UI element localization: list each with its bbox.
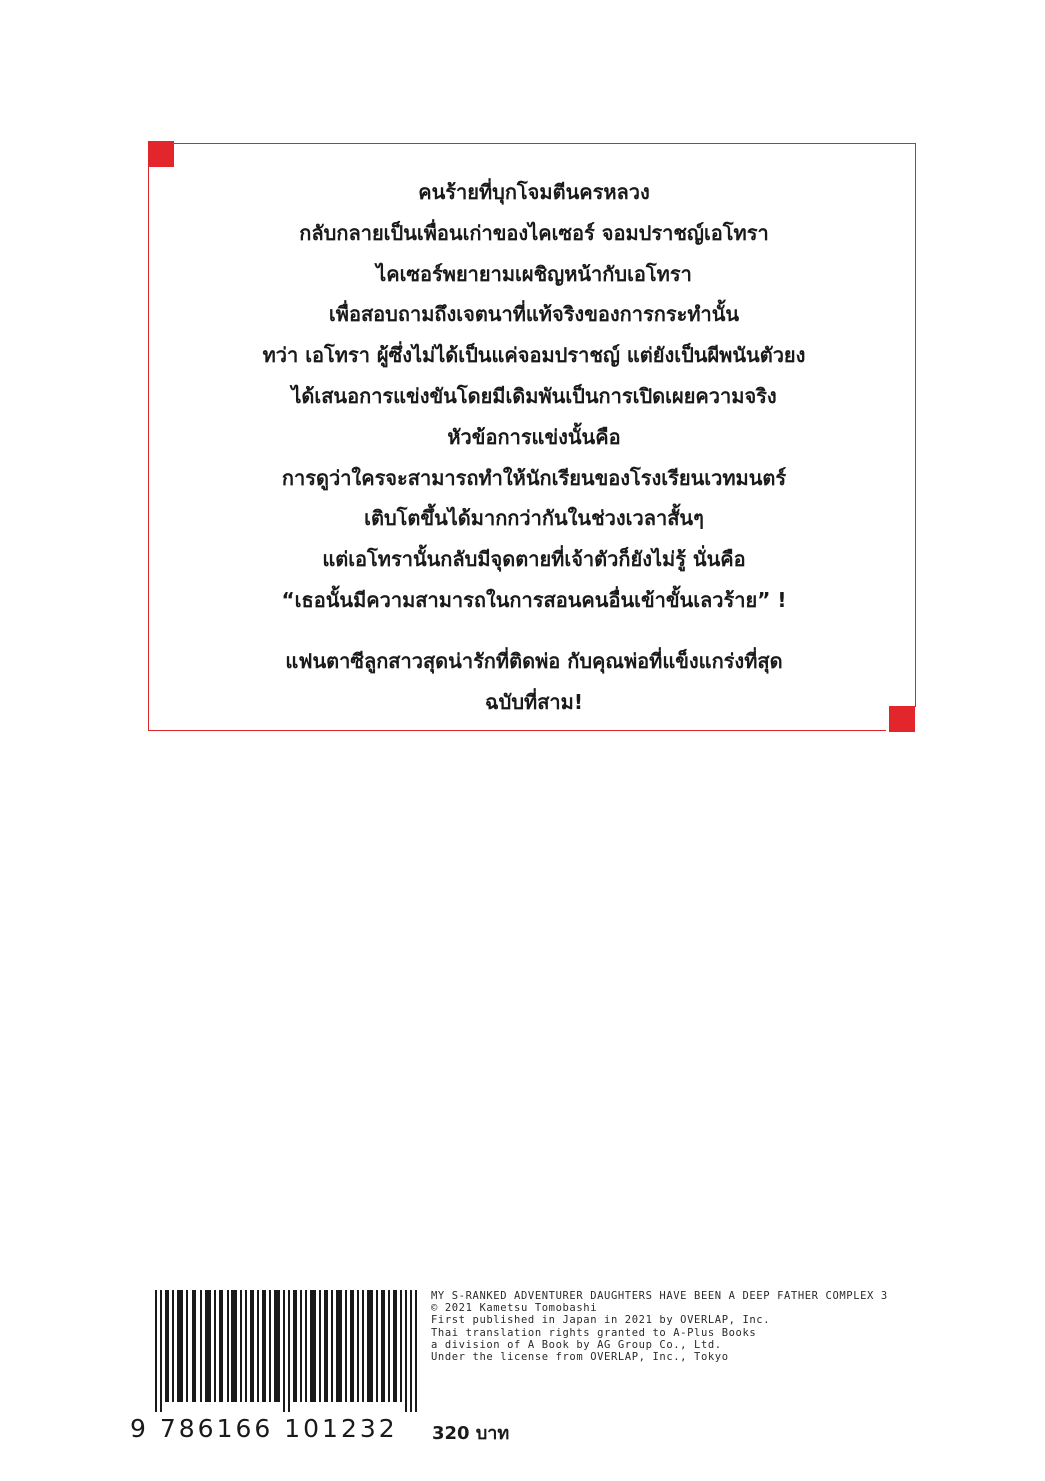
isbn-barcode bbox=[155, 1290, 417, 1412]
blurb-line: แต่เอโทรานั้นกลับมีจุดตายที่เจ้าตัวก็ยังไม่รู้ นั่นคือ bbox=[322, 547, 746, 572]
credit-line: Under the license from OVERLAP, Inc., Tokyo bbox=[431, 1351, 729, 1364]
frame-right-border bbox=[915, 143, 916, 707]
paragraph-gap bbox=[170, 621, 898, 641]
blurb-line: กลับกลายเป็นเพื่อนเก่าของไคเซอร์ จอมปราชญ์เอโทรา bbox=[299, 220, 769, 245]
tagline-line: แฟนตาซีลูกสาวสุดน่ารักที่ติดพ่อ กับคุณพ่อที่แข็งแกร่งที่สุด bbox=[285, 648, 783, 673]
credit-line: a division of A Book by AG Group Co., Ltd. bbox=[431, 1338, 722, 1351]
price-label: 320 บาท bbox=[432, 1423, 510, 1444]
blurb-line: เติบโตขึ้นได้มากกว่ากันในช่วงเวลาสั้นๆ bbox=[364, 506, 704, 531]
blurb-line: การดูว่าใครจะสามารถทำให้นักเรียนของโรงเรียนเวทมนตร์ bbox=[281, 465, 787, 490]
blurb-line: ได้เสนอการแข่งขันโดยมีเดิมพันเป็นการเปิดเผยความจริง bbox=[291, 383, 777, 408]
blurb-line: ทว่า เอโทรา ผู้ซึ่งไม่ได้เป็นแค่จอมปราชญ์ แต่ยังเป็นผีพนันตัวยง bbox=[262, 343, 806, 368]
corner-square-top-left bbox=[148, 141, 174, 167]
credit-line: MY S-RANKED ADVENTURER DAUGHTERS HAVE BEEN A DEEP FATHER COMPLEX 3 bbox=[431, 1290, 888, 1302]
blurb-line: คนร้ายที่บุกโจมตีนครหลวง bbox=[418, 180, 650, 204]
frame-left-border bbox=[148, 155, 149, 731]
isbn-number: 9 786166 101232 bbox=[130, 1414, 398, 1443]
synopsis-blurb bbox=[170, 172, 898, 722]
frame-top-border bbox=[164, 143, 916, 144]
frame-bottom-border bbox=[148, 730, 886, 731]
blurb-line: หัวข้อการแข่งนั้นคือ bbox=[447, 424, 621, 449]
blurb-line: เพื่อสอบถามถึงเจตนาที่แท้จริงของการกระทำนั้น bbox=[328, 302, 740, 327]
credit-line: Thai translation rights granted to A-Plus Books bbox=[431, 1326, 757, 1339]
credit-line: © 2021 Kametsu Tomobashi bbox=[431, 1302, 598, 1315]
credit-line: First published in Japan in 2021 by OVERLAP, Inc. bbox=[431, 1314, 771, 1327]
copyright-credits bbox=[431, 1290, 888, 1363]
tagline-line: ฉบับที่สาม! bbox=[485, 689, 583, 714]
blurb-line: “เธอนั้นมีความสามารถในการสอนคนอื่นเข้าขั้นเลวร้าย” ! bbox=[281, 587, 787, 612]
blurb-line: ไคเซอร์พยายามเผชิญหน้ากับเอโทรา bbox=[376, 261, 692, 286]
